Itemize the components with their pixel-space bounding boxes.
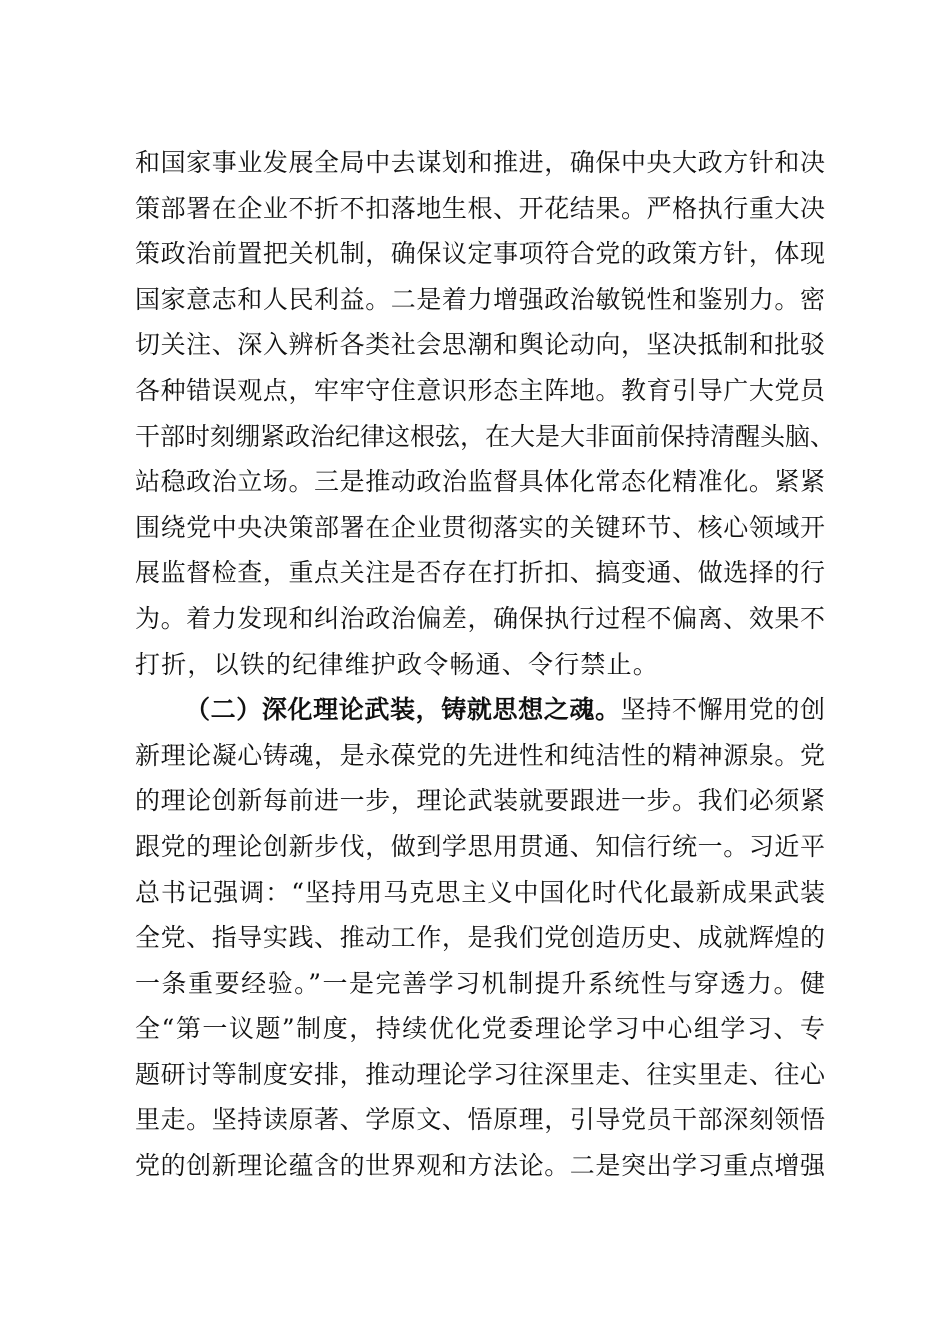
text-line: 展监督检查，重点关注是否存在打折扣、搞变通、做选择的行	[135, 558, 825, 588]
text-line: 切关注、深入辨析各类社会思潮和舆论动向，坚决抵制和批驳	[135, 330, 825, 360]
document-body	[135, 140, 836, 1189]
text-line: 总书记强调：“坚持用马克思主义中国化时代化最新成果武装	[135, 877, 825, 907]
text-line: 的理论创新每前进一步，理论武装就要跟进一步。我们必须紧	[135, 786, 825, 816]
paragraph-1	[135, 140, 836, 687]
text-line: 策政治前置把关机制，确保议定事项符合党的政策方针，体现	[135, 239, 825, 269]
text-line: 一条重要经验。”一是完善学习机制提升系统性与穿透力。健	[135, 968, 825, 998]
text-line: 里走。坚持读原著、学原文、悟原理，引导党员干部深刻领悟	[135, 1105, 825, 1135]
text-line: 国家意志和人民利益。二是着力增强政治敏锐性和鉴别力。密	[135, 284, 825, 314]
text-line: 全“第一议题”制度，持续优化党委理论学习中心组学习、专	[135, 1014, 825, 1044]
text-line: 打折，以铁的纪律维护政令畅通、令行禁止。	[135, 649, 660, 679]
paragraph-2	[135, 687, 825, 1189]
text-line: 跟党的理论创新步伐，做到学思用贯通、知信行统一。习近平	[135, 831, 825, 861]
text-line: 站稳政治立场。三是推动政治监督具体化常态化精准化。紧紧	[135, 467, 825, 497]
text-line: 干部时刻绷紧政治纪律这根弦，在大是大非面前保持清醒头脑、	[135, 421, 836, 451]
heading-line-text: 坚持不懈用党的创	[620, 695, 825, 725]
text-line: 为。着力发现和纠治政治偏差，确保执行过程不偏离、效果不	[135, 603, 825, 633]
text-line: 各种错误观点，牢牢守住意识形态主阵地。教育引导广大党员	[135, 375, 825, 405]
text-line: 全党、指导实践、推动工作，是我们党创造历史、成就辉煌的	[135, 923, 825, 953]
text-line: 策部署在企业不折不扣落地生根、开花结果。严格执行重大决	[135, 193, 825, 223]
text-line: 和国家事业发展全局中去谋划和推进，确保中央大政方针和决	[135, 148, 825, 177]
text-line: 围绕党中央决策部署在企业贯彻落实的关键环节、核心领域开	[135, 512, 825, 542]
section-heading-line	[135, 687, 825, 733]
text-line: 党的创新理论蕴含的世界观和方法论。二是突出学习重点增强	[135, 1151, 825, 1181]
text-line: 新理论凝心铸魂，是永葆党的先进性和纯洁性的精神源泉。党	[135, 740, 825, 770]
section-heading: （二）深化理论武装，铸就思想之魂。	[185, 695, 621, 725]
text-line: 题研讨等制度安排，推动理论学习往深里走、往实里走、往心	[135, 1059, 825, 1089]
